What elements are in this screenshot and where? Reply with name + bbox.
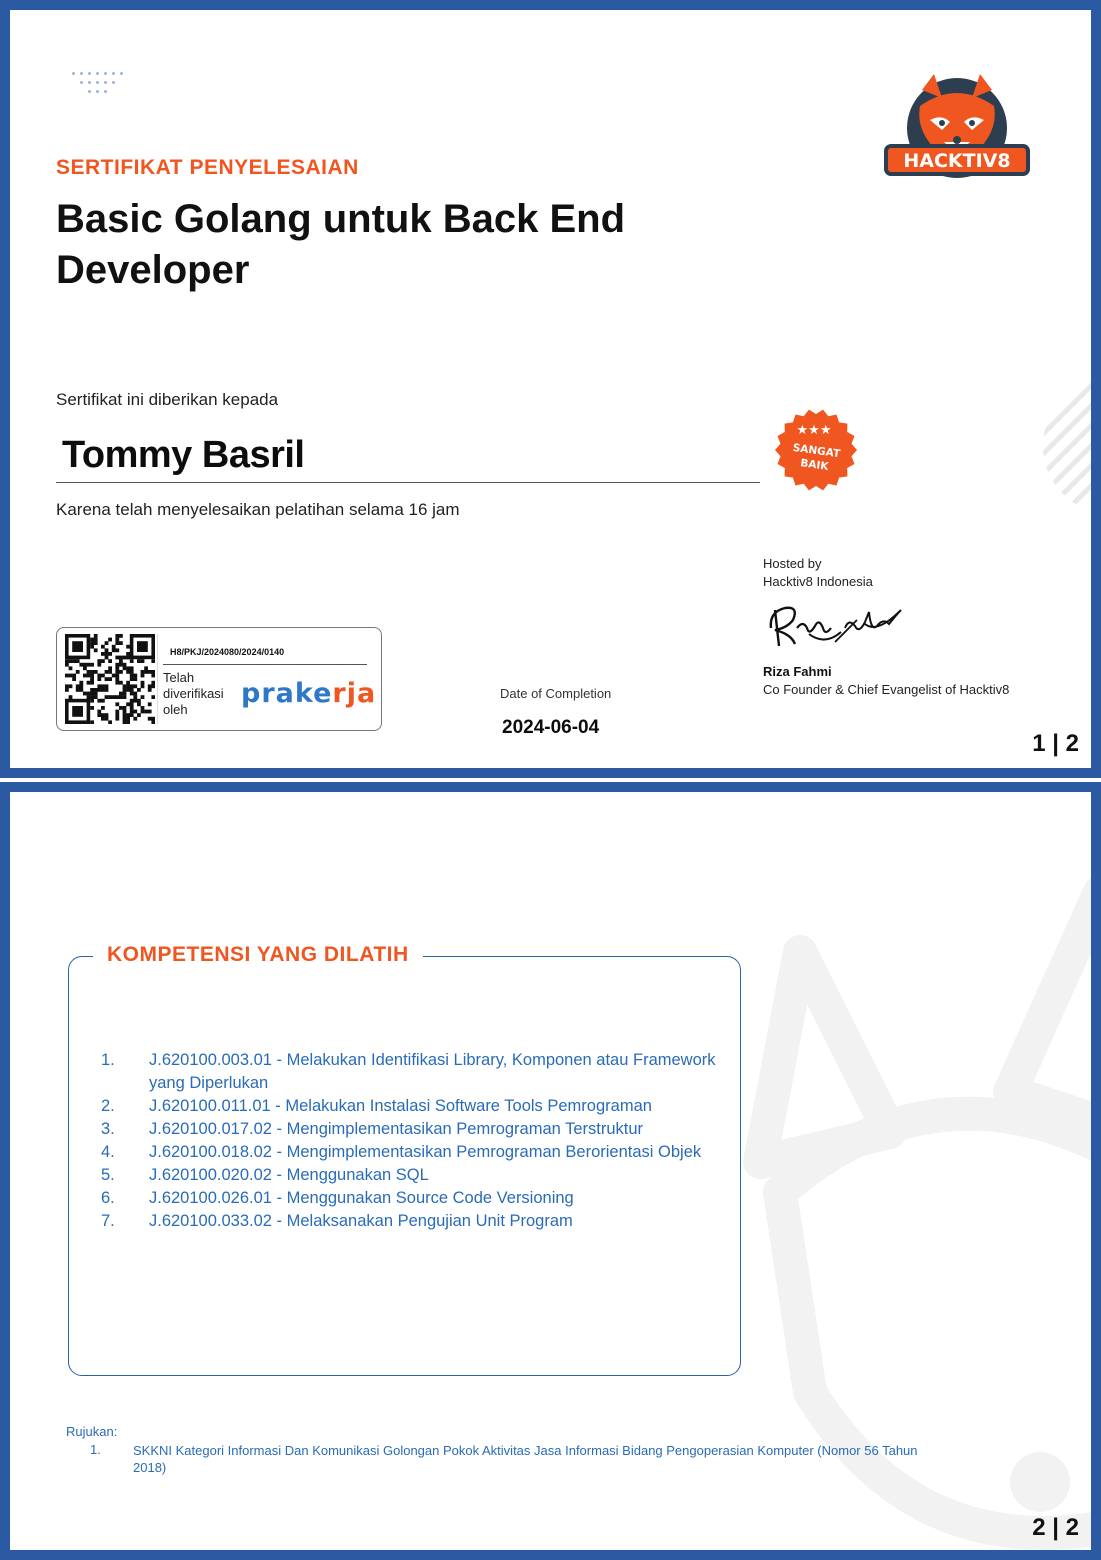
rating-badge	[774, 408, 858, 492]
competency-box	[68, 943, 741, 1376]
competency-number: 5.	[101, 1166, 115, 1184]
certificate-page-2	[0, 782, 1101, 1560]
qr-code[interactable]	[65, 634, 155, 724]
signer-role: Co Founder & Chief Evangelist of Hacktiv8	[763, 682, 1010, 697]
page-number: 1 | 2	[1032, 730, 1079, 757]
reference-label: Rujukan:	[66, 1424, 118, 1439]
recipient-name: Tommy Basril	[62, 434, 305, 476]
page-number: 2 | 2	[1032, 1514, 1079, 1541]
hosted-by	[763, 555, 873, 591]
competency-number: 1.	[101, 1051, 115, 1069]
given-to-label: Sertifikat ini diberikan kepada	[56, 390, 279, 409]
badge-line2: BAIK	[799, 457, 830, 473]
decorative-dots	[72, 72, 126, 102]
hosted-by-label: Hosted by	[763, 556, 822, 571]
competency-text: J.620100.003.01 - Melakukan Identifikasi Library, Komponen atau Framework yang Diperlukan	[149, 1051, 716, 1092]
competency-number: 3.	[101, 1120, 115, 1138]
competency-item	[101, 1187, 726, 1210]
date-label: Date of Completion	[500, 686, 612, 701]
competency-item	[101, 1095, 726, 1118]
competency-item	[101, 1210, 726, 1233]
competency-text: J.620100.017.02 - Mengimplementasikan Pemrograman Terstruktur	[149, 1120, 644, 1138]
competency-item	[101, 1141, 726, 1164]
badge-line1: SANGAT	[792, 441, 841, 461]
competency-text: J.620100.018.02 - Mengimplementasikan Pemrograman Berorientasi Objek	[149, 1143, 702, 1161]
signature-image	[765, 598, 905, 658]
certificate-eyebrow: SERTIFIKAT PENYELESAIAN	[56, 156, 359, 179]
logo-text: HACKTIV8	[903, 150, 1011, 172]
competency-list	[101, 1049, 726, 1233]
name-underline	[56, 482, 760, 483]
signer-name: Riza Fahmi	[763, 664, 832, 679]
decorative-stripes	[1031, 366, 1101, 526]
competency-item	[101, 1049, 726, 1095]
reference-text: SKKNI Kategori Informasi Dan Komunikasi Golongan Pokok Aktivitas Jasa Informasi Bidang Pengoperasian Komputer (Nomor 56 Tahun 2018)	[133, 1443, 918, 1475]
reference-number: 1.	[90, 1442, 101, 1457]
qr-separator	[157, 634, 158, 724]
star-icon: ★★★	[796, 422, 832, 437]
competency-item	[101, 1164, 726, 1187]
completion-reason: Karena telah menyelesaikan pelatihan selama 16 jam	[56, 500, 460, 519]
competency-title: KOMPETENSI YANG DILATIH	[107, 943, 409, 966]
prakerja-prefix: prake	[241, 678, 333, 709]
host-organization: Hacktiv8 Indonesia	[763, 574, 873, 589]
verified-by-text: Telah diverifikasi oleh	[163, 670, 224, 717]
competency-number: 6.	[101, 1189, 115, 1207]
verification-card	[56, 627, 382, 731]
prakerja-suffix: rja	[332, 678, 377, 709]
course-title: Basic Golang untuk Back End Developer	[56, 197, 626, 292]
competency-text: J.620100.011.01 - Melakukan Instalasi Software Tools Pemrograman	[149, 1097, 652, 1115]
competency-number: 7.	[101, 1212, 115, 1230]
competency-text: J.620100.033.02 - Melaksanakan Pengujian Unit Program	[149, 1212, 573, 1230]
competency-title-wrap	[93, 943, 423, 967]
competency-number: 2.	[101, 1097, 115, 1115]
prakerja-logo	[241, 678, 376, 709]
certificate-id: H8/PKJ/2024080/2024/0140	[170, 647, 285, 657]
competency-text: J.620100.020.02 - Menggunakan SQL	[149, 1166, 429, 1184]
certificate-page-1	[0, 0, 1101, 778]
competency-item	[101, 1118, 726, 1141]
competency-text: J.620100.026.01 - Menggunakan Source Code Versioning	[149, 1189, 574, 1207]
hacktiv8-logo	[882, 70, 1032, 194]
certificate-id-underline	[163, 664, 367, 665]
competency-number: 4.	[101, 1143, 115, 1161]
completion-date: 2024-06-04	[502, 717, 600, 738]
